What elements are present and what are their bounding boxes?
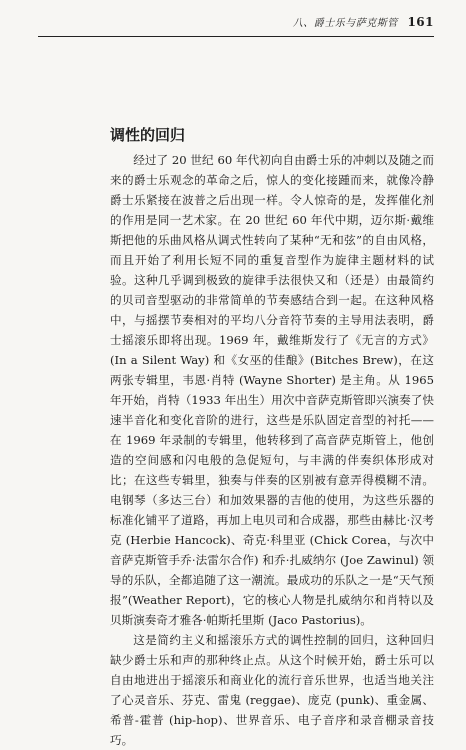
running-header	[293, 14, 434, 29]
page-number: 161	[407, 15, 434, 29]
running-title: 八、爵士乐与萨克斯管	[292, 18, 398, 29]
paragraph: 经过了 20 世纪 60 年代初向自由爵士乐的冲刺以及随之而来的爵士乐观念的革命之后，惊人的变化接踵而来，就像冷静爵士乐紧接在波普之后出现一样。令人惊奇的是，发挥催化剂的作用是同一艺术家。在 20 世纪 60 年代中期，迈尔斯·戴维斯把他的乐曲风格从调式性转向了某种“无和弦”的自由风格，而且开始了利用长短不同的重复音型作为旋律主题材料的试验。这种几乎调到极致的旋律手法很快又和（还是）由最简约的贝司音型驱动的非常简单的节奏感结合到一起。在这种风格中，与摇摆节奏相对的平均八分音符节奏的主导用法表明，爵士摇滚乐即将出现。1969 年，戴维斯发行了《无言的方式》(In a Silent Way) 和《女巫的佳酿》(Bitches Brew)，在这两张专辑里，韦恩·肖特 (Wayne Shorter) 是主角。从 1965 年开始，肖特（1933 年出生）用次中音萨克斯管即兴演奏了快速半音化和变化音阶的进行，这些是乐队固定音型的衬托——在 1969 年录制的专辑里，他转移到了高音萨克斯管上，他创造的空间感和闪电般的急促短句，与丰满的伴奏织体形成对比；在这些专辑里，独奏与伴奏的区别被有意弄得模糊不清。电钢琴（多达三台）和加效果器的吉他的使用，为这些乐器的标准化铺平了道路，再加上电贝司和合成器，那些由赫比·汉考克 (Herbie Hancock)、奇克·科里亚 (Chick Corea，与次中音萨克斯管手乔·法雷尔合作) 和乔·扎威纳尔 (Joe Zawinul) 领导的乐队，全都追随了这一潮流。最成功的乐队之一是“天气预报”(Weather Report)，它的核心人物是扎威纳尔和肖特以及贝斯演奏奇才雅各·帕斯托里斯 (Jaco Pastorius)。	[110, 153, 434, 627]
header-rule	[38, 36, 434, 37]
section-title: 调性的回归	[110, 126, 186, 144]
paragraph: 这是简约主义和摇滚乐方式的调性控制的回归，这种回归缺少爵士乐和声的那种终止点。从这个时候开始，爵士乐可以自由地进出于摇滚乐和商业化的流行音乐世界，也适当地关注了心灵音乐、芬克、雷鬼 (reggae)、庞克 (punk)、重金属、希普-霍普 (hip-hop)、世界音乐、电子音序和录音棚录音技巧。	[110, 633, 434, 747]
body-text	[110, 150, 434, 750]
